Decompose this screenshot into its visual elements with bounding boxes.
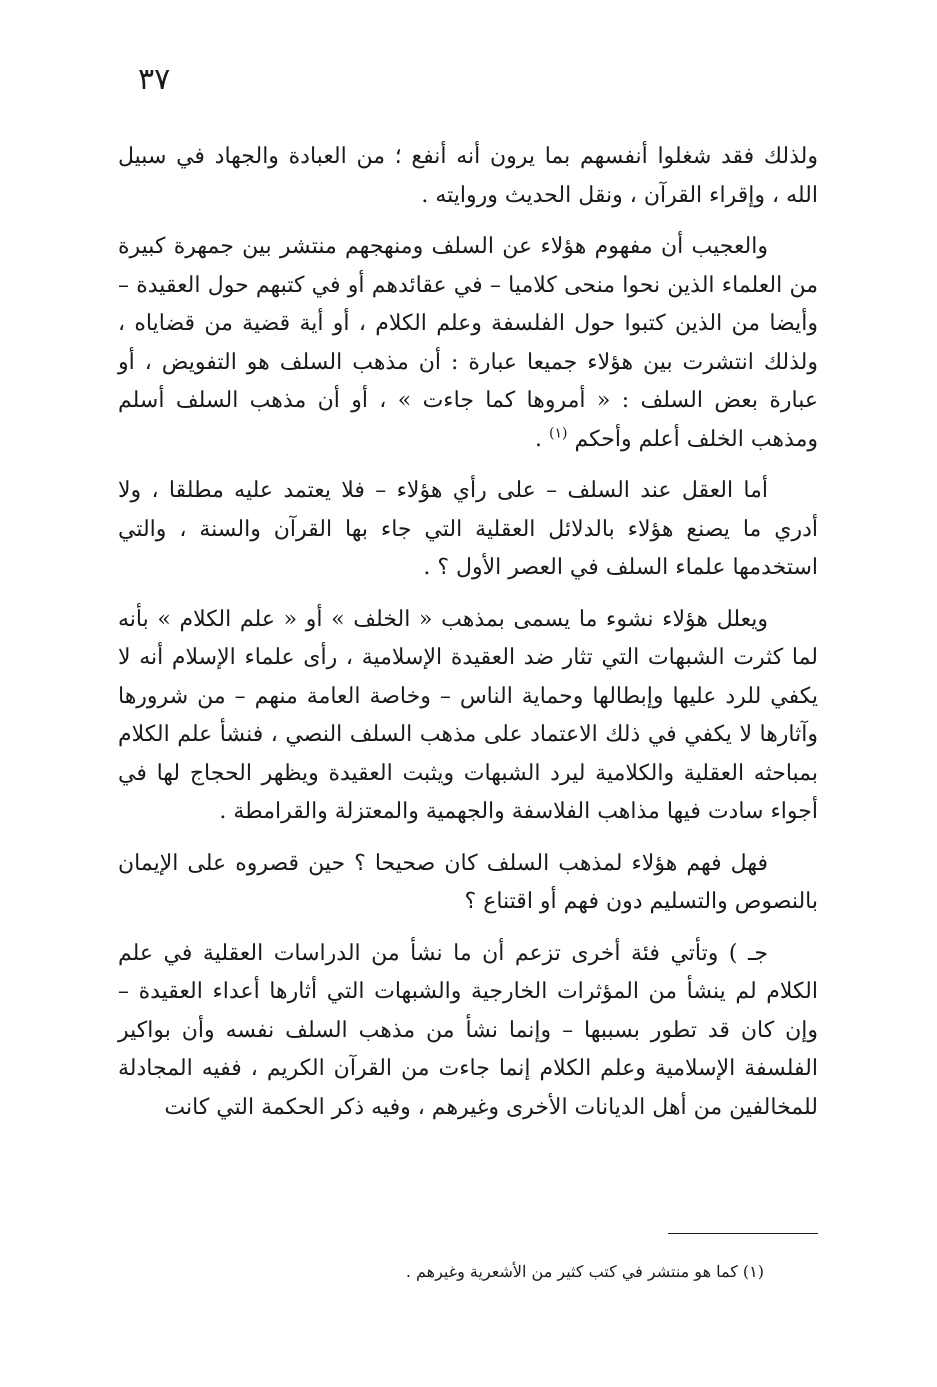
paragraph: أما العقل عند السلف – على رأي هؤلاء – فلا يعتمد عليه مطلقا ، ولا أدري ما يصنع هؤلاء بالدلائل العقلية التي جاء بها القرآن والسنة ، والتي استخدمها علماء السلف في العصر الأول ؟ . (118, 478, 818, 580)
paragraph: فهل فهم هؤلاء لمذهب السلف كان صحيحا ؟ حين قصروه على الإيمان بالنصوص والتسليم دون فهم أو اقتناع ؟ (118, 850, 818, 914)
paragraph (118, 228, 818, 459)
body-text (118, 138, 818, 1140)
footnote-separator (668, 1233, 818, 1234)
page-number: ٣٧ (138, 62, 171, 97)
footnote: (١) كما هو منتشر في كتب كثير من الأشعرية وغيرهم . (405, 1262, 764, 1281)
paragraph-text: والعجيب أن مفهوم هؤلاء عن السلف ومنهجهم منتشر بين جمهرة كبيرة من العلماء الذين نحوا منحى كلاميا – في عقائدهم أو في كتبهم حول العقيدة – وأيضا من الذين كتبوا حول الفلسفة وعلم الكلام ، أو أية قضية من قضاياه ، ولذلك انتشرت بين هؤلاء جميعا عبارة : أن مذهب السلف هو التفويض ، أو عبارة بعض السلف : « أمروها كما جاءت » ، أو أن مذهب السلف أسلم ومذهب الخلف أعلم وأحكم (118, 234, 818, 452)
paragraph-end: . (535, 426, 550, 452)
paragraph: ولذلك فقد شغلوا أنفسهم بما يرون أنه أنفع ؛ من العبادة والجهاد في سبيل الله ، وإقراء القرآن ، ونقل الحديث وروايته . (118, 144, 818, 208)
paragraph: جـ ) وتأتي فئة أخرى تزعم أن ما نشأ من الدراسات العقلية في علم الكلام لم ينشأ من المؤثرات الخارجية والشبهات التي أثارها أعداء العقيدة – وإن كان قد تطور بسببها – وإنما نشأ من مذهب السلف نفسه وأن بواكير الفلسفة الإسلامية وعلم الكلام إنما جاءت من القرآن الكريم ، ففيه المجادلة للمخالفين من أهل الديانات الأخرى وغيرهم ، وفيه ذكر الحكمة التي كانت (118, 940, 818, 1120)
footnote-reference: (١) (549, 425, 568, 442)
paragraph: ويعلل هؤلاء نشوء ما يسمى بمذهب « الخلف » أو « علم الكلام » بأنه لما كثرت الشبهات التي تثار ضد العقيدة الإسلامية ، رأى علماء الإسلام أنه لا يكفي للرد عليها وإبطالها وحماية الناس – وخاصة العامة منهم – من شرورها وآثارها لا يكفي في ذلك الاعتماد على مذهب السلف النصي ، فنشأ علم الكلام بمباحثه العقلية والكلامية ليرد الشبهات ويثبت العقيدة ويظهر الحجاج لها في أجواء سادت فيها مذاهب الفلاسفة والجهمية والمعتزلة والقرامطة . (118, 606, 818, 824)
